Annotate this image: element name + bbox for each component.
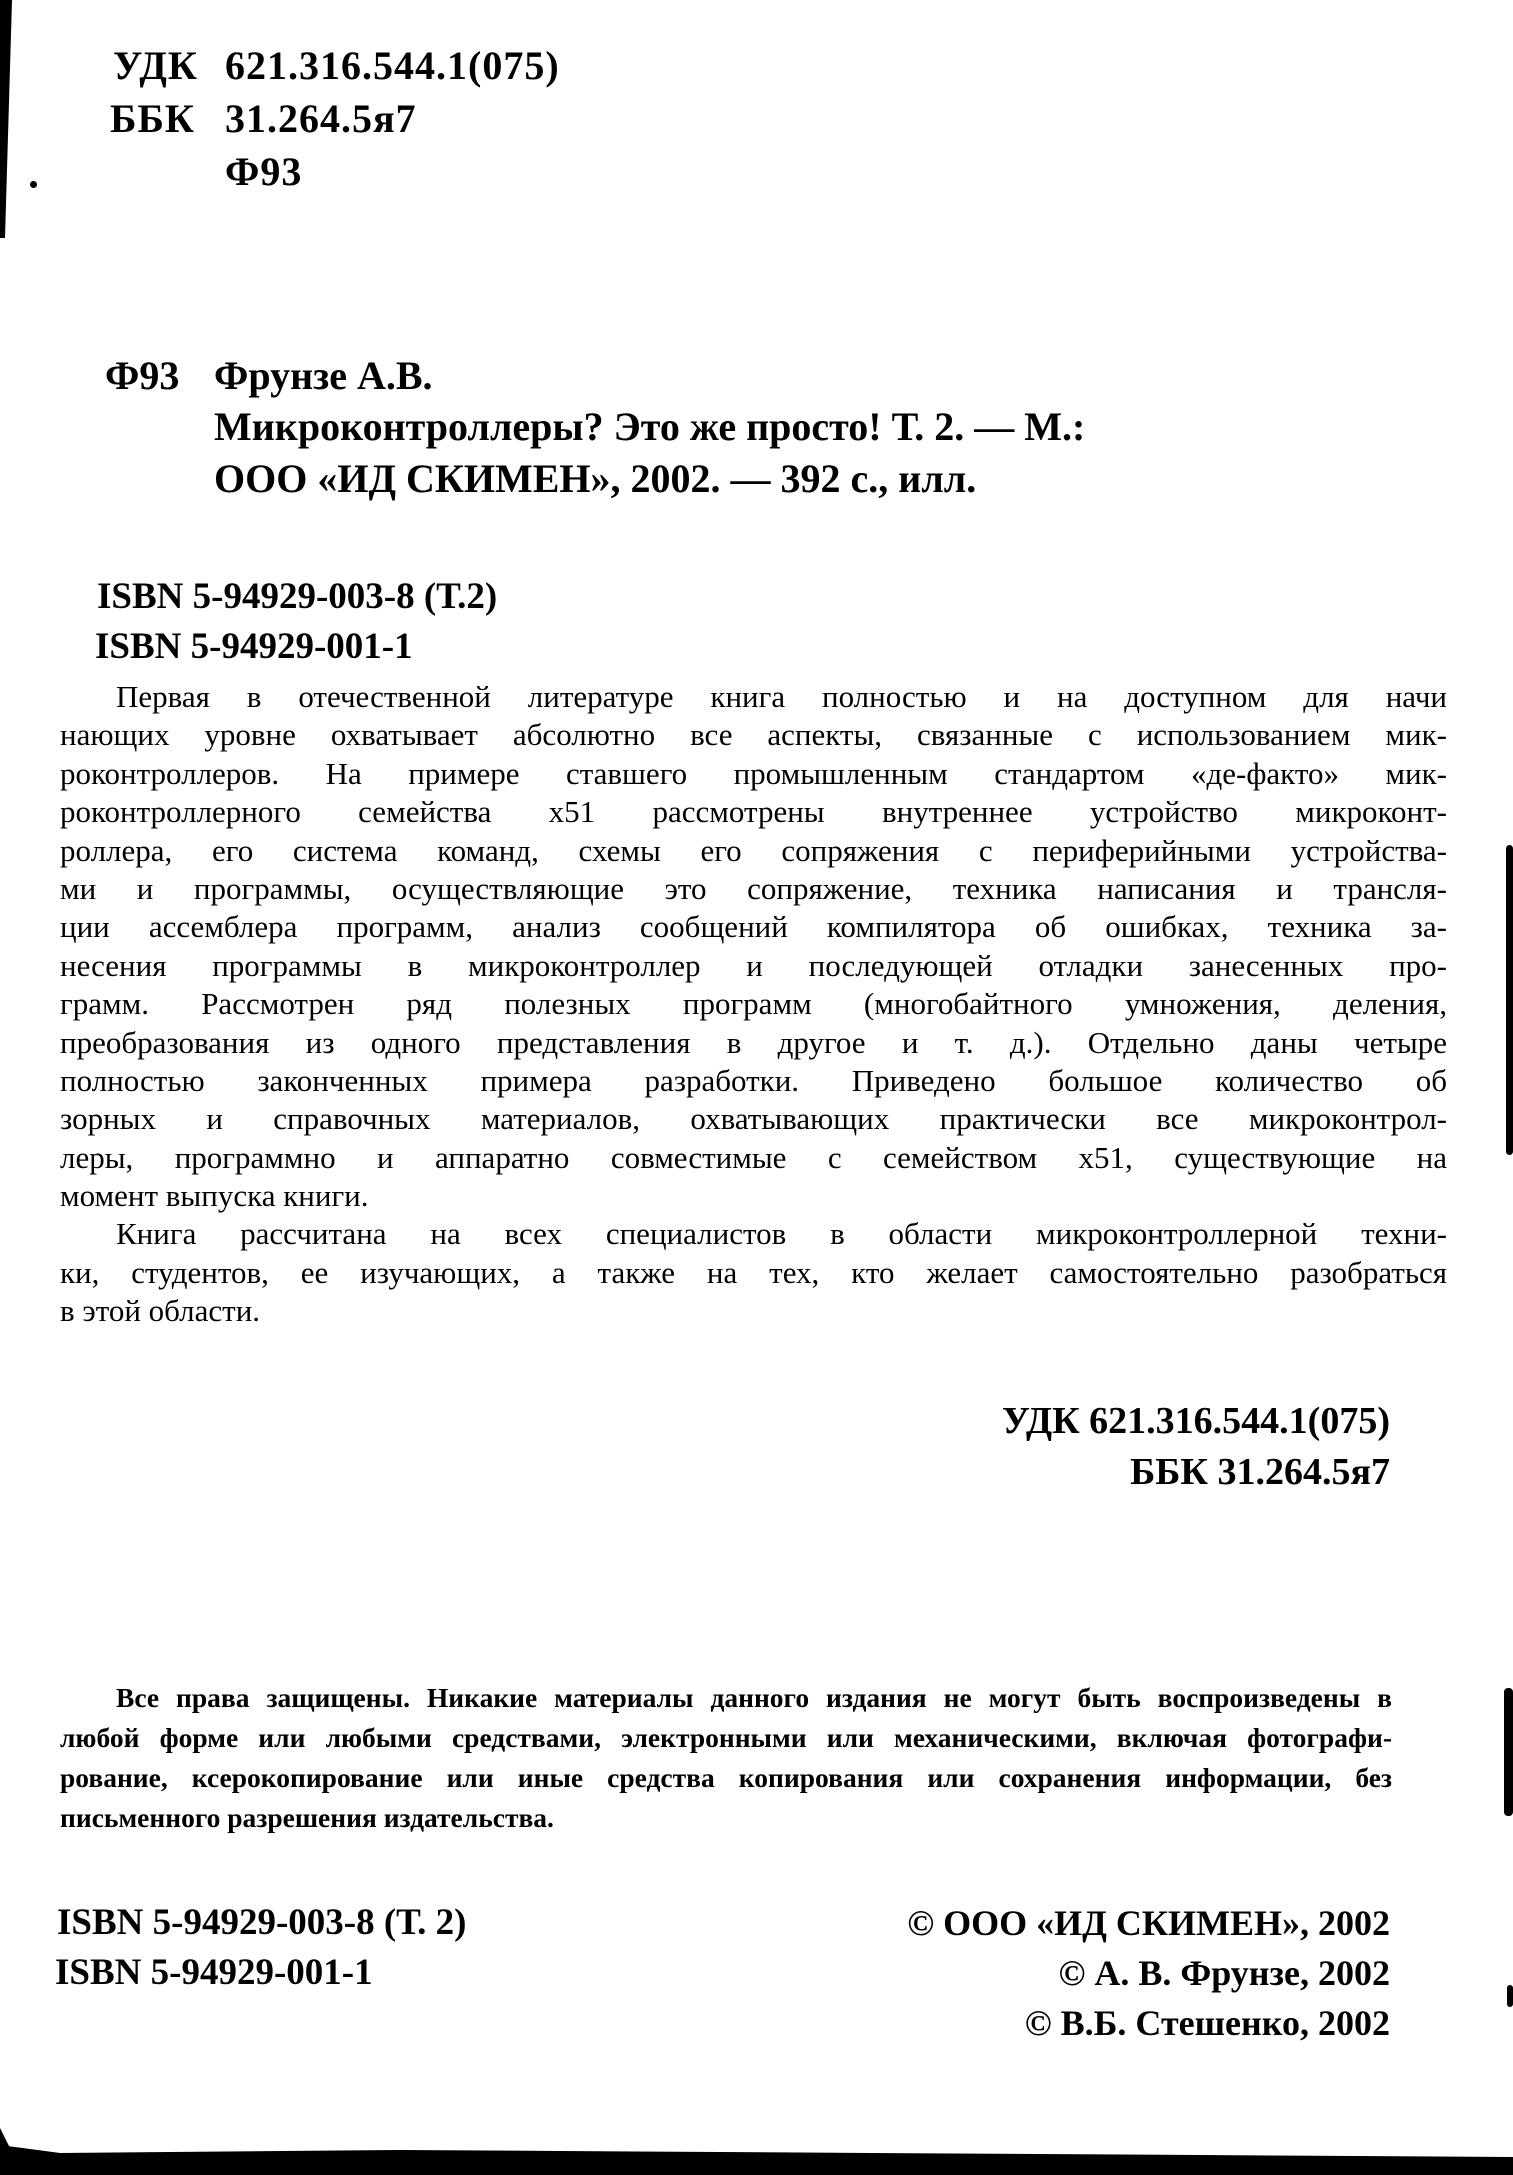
scan-artifact-right-edge-3 bbox=[1507, 1985, 1513, 2007]
scan-artifact-right-edge-1 bbox=[1506, 845, 1513, 1155]
annotation-line: в этой области. bbox=[60, 1293, 261, 1329]
annotation-line: полностью законченных примера разработки. Приведено большое количество об bbox=[60, 1062, 1447, 1098]
footer-isbn-1: ISBN 5-94929-003-8 (Т. 2) bbox=[57, 1902, 467, 1943]
citation-author: Фрунзе А.В. bbox=[214, 353, 433, 398]
annotation-line: нающих уровне охватывает абсолютно все аспекты, связанные с использованием мик- bbox=[60, 717, 1447, 753]
scan-artifact-bottom-left-spur bbox=[0, 2128, 14, 2156]
bbk-label: ББК bbox=[110, 96, 195, 141]
annotation-line: Книга рассчитана на всех специалистов в области микроконтроллерной техни- bbox=[116, 1216, 1447, 1252]
udk-right: УДК 621.316.544.1(075) bbox=[1001, 1400, 1390, 1442]
scan-artifact-bottom-bar bbox=[0, 2135, 1513, 2175]
author-sign: Ф93 bbox=[225, 149, 303, 194]
citation-sign: Ф93 bbox=[105, 353, 180, 398]
isbn-line-2: ISBN 5-94929-001-1 bbox=[95, 626, 413, 667]
annotation-line: преобразования из одного представления в другое и т. д.). Отдельно даны четыре bbox=[60, 1024, 1447, 1060]
annotation-line: роллера, его система команд, схемы его сопряжения с периферийными устройства- bbox=[60, 832, 1447, 868]
copyright-line: © ООО «ИД СКИМЕН», 2002 bbox=[907, 1903, 1390, 1943]
annotation-line: роконтроллерного семейства х51 рассмотрены внутреннее устройство микроконт- bbox=[60, 794, 1447, 830]
rights-line: рование, ксерокопирование или иные средства копирования или сохранения информации, без bbox=[60, 1762, 1392, 1793]
scan-artifact-dot bbox=[30, 181, 37, 188]
udk-value: 621.316.544.1(075) bbox=[225, 43, 560, 88]
annotation-line: несения программы в микроконтроллер и последующей отладки занесенных про- bbox=[60, 947, 1447, 983]
annotation bbox=[60, 678, 1447, 1331]
bbk-right: ББК 31.264.5я7 bbox=[1130, 1451, 1390, 1493]
rights-line: Все права защищены. Никакие материалы данного издания не могут быть воспроизведены в bbox=[116, 1682, 1392, 1713]
annotation-line: ции ассемблера программ, анализ сообщений компилятора об ошибках, техника за- bbox=[60, 909, 1447, 945]
rights-line: письменного разрешения издательства. bbox=[60, 1802, 554, 1833]
footer-copyrights bbox=[907, 1898, 1390, 2048]
citation-title: Микроконтроллеры? Это же просто! Т. 2. — М.: bbox=[214, 404, 1086, 449]
annotation-line: роконтроллеров. На примере ставшего промышленным стандартом «де-факто» мик- bbox=[60, 755, 1447, 791]
annotation-line: Первая в отечественной литературе книга полностью и на доступном для начи bbox=[116, 679, 1447, 714]
annotation-line: леры, программно и аппаратно совместимые с семейством х51, существующие на bbox=[60, 1139, 1447, 1175]
udk-label: УДК bbox=[113, 43, 198, 88]
footer-isbn-2: ISBN 5-94929-001-1 bbox=[55, 1952, 373, 1993]
annotation-line: ки, студентов, ее изучающих, а также на тех, кто желает самостоятельно разобраться bbox=[60, 1254, 1447, 1290]
rights-line: любой форме или любыми средствами, электронными или механическими, включая фотографи- bbox=[60, 1722, 1392, 1753]
citation-publisher: ООО «ИД СКИМЕН», 2002. — 392 с., илл. bbox=[214, 456, 977, 501]
annotation-line: грамм. Рассмотрен ряд полезных программ (многобайтного умножения, деления, bbox=[60, 986, 1447, 1022]
scan-artifact-right-edge-2 bbox=[1504, 1688, 1513, 1816]
bbk-value: 31.264.5я7 bbox=[225, 96, 417, 141]
codes-right bbox=[1002, 1396, 1390, 1498]
rights-paragraph bbox=[60, 1678, 1392, 1838]
annotation-line: ми и программы, осуществляющие это сопряжение, техника написания и трансля- bbox=[60, 870, 1447, 906]
copyright-line: © А. В. Фрунзе, 2002 bbox=[1058, 1953, 1390, 1993]
copyright-line: © В.Б. Стешенко, 2002 bbox=[1024, 2003, 1390, 2043]
isbn-line-1: ISBN 5-94929-003-8 (Т.2) bbox=[97, 576, 498, 617]
annotation-line: момент выпуска книги. bbox=[60, 1178, 369, 1214]
scan-artifact-left-edge bbox=[0, 0, 12, 238]
annotation-line: зорных и справочных материалов, охватывающих практически все микроконтрол- bbox=[60, 1101, 1447, 1137]
